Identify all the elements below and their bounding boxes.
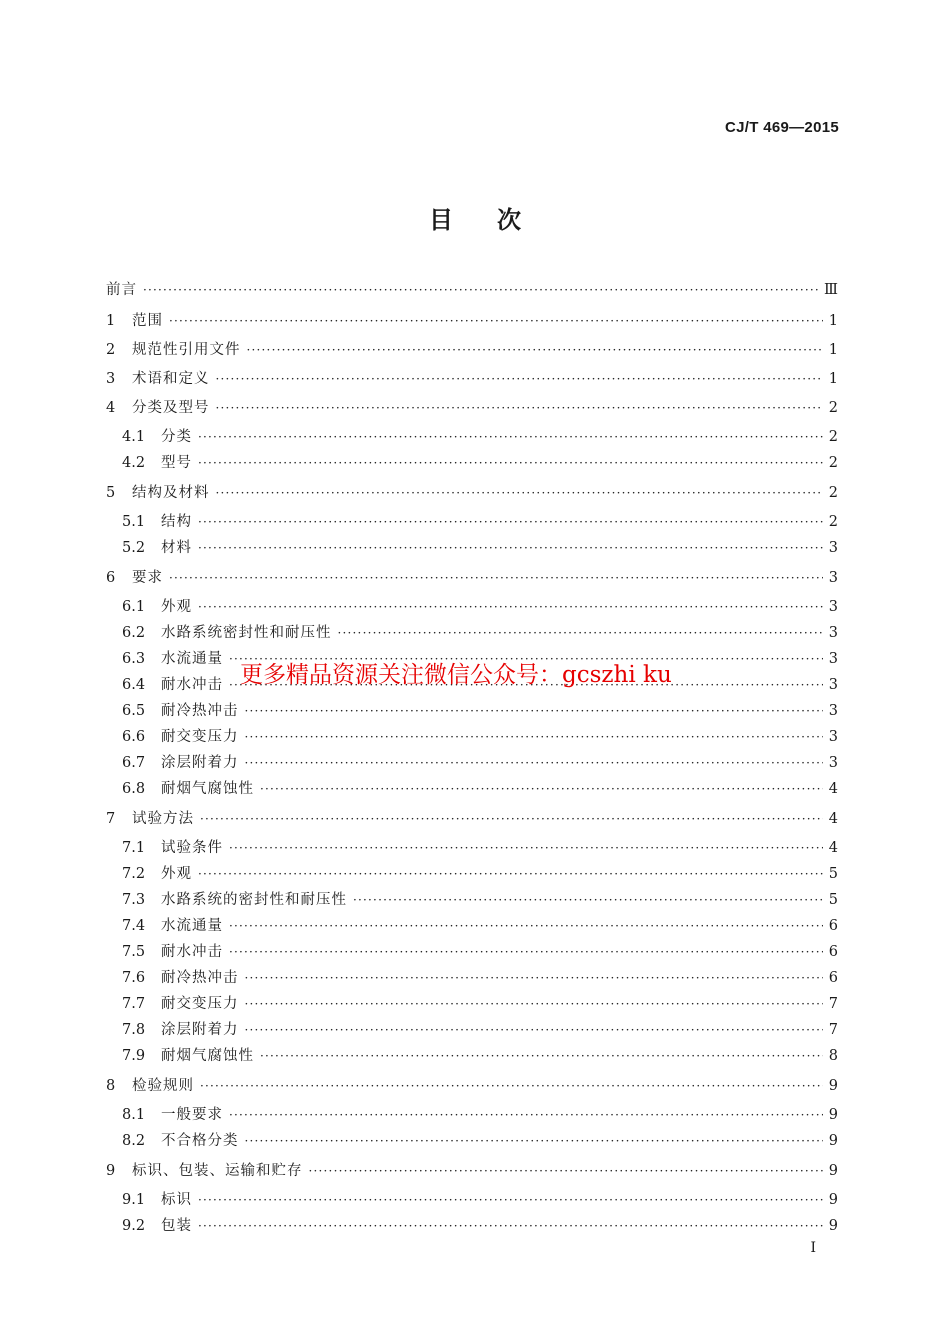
watermark-notice: 更多精品资源关注微信公众号：gcszhi ku [240, 662, 672, 688]
toc-leader-dots [245, 701, 823, 721]
toc-entry[interactable] [122, 890, 838, 910]
toc-entry-page: 9 [828, 1078, 838, 1094]
toc-leader-dots [198, 597, 823, 617]
toc-leader-dots [245, 968, 823, 988]
toc-entry-page: 9 [828, 1192, 838, 1208]
toc-entry-page: 3 [828, 703, 838, 719]
toc-entry[interactable] [122, 1046, 838, 1066]
toc-entry[interactable] [122, 916, 838, 936]
toc-entry[interactable] [106, 809, 838, 829]
toc-entry-label: 水路系统的密封性和耐压性 [161, 892, 347, 908]
toc-entry-page: 3 [828, 755, 838, 771]
toc-entry-label: 试验条件 [161, 840, 223, 856]
toc-entry-page: 9 [828, 1163, 838, 1179]
toc-entry-page: 5 [828, 866, 838, 882]
toc-entry-page: 5 [828, 892, 838, 908]
toc-leader-dots [216, 483, 823, 503]
toc-leader-dots [200, 1076, 823, 1096]
toc-entry-page: 2 [828, 400, 838, 416]
toc-entry[interactable] [122, 701, 838, 721]
toc-leader-dots [169, 311, 823, 331]
toc-entry-page: 4 [828, 840, 838, 856]
toc-entry[interactable] [106, 1076, 838, 1096]
toc-entry[interactable] [122, 968, 838, 988]
toc-leader-dots [229, 1105, 823, 1125]
toc-entry-label: 耐烟气腐蚀性 [161, 781, 254, 797]
toc-entry-page: 3 [828, 540, 838, 556]
toc-entry-label: 耐烟气腐蚀性 [161, 1048, 254, 1064]
toc-entry[interactable] [122, 1105, 838, 1125]
toc-entry[interactable] [122, 1216, 838, 1236]
toc-entry-label: 耐交变压力 [161, 996, 239, 1012]
toc-entry-number: 8 [106, 1078, 116, 1094]
toc-entry-number: 7.4 [122, 918, 146, 934]
toc-entry-number: 5 [106, 485, 116, 501]
toc-entry-number: 7.7 [122, 996, 146, 1012]
toc-leader-dots [260, 779, 823, 799]
toc-title-char: 目 [429, 205, 453, 234]
toc-entry-number: 7.2 [122, 866, 146, 882]
toc-entry-page: 9 [828, 1218, 838, 1234]
toc-leader-dots [198, 427, 823, 447]
toc-entry-label: 外观 [161, 866, 192, 882]
toc-entry-number: 6.3 [122, 651, 146, 667]
toc-leader-dots [245, 1020, 823, 1040]
toc-entry-label: 规范性引用文件 [132, 342, 241, 358]
page-number: I [810, 1240, 816, 1256]
toc-entry-number: 6.7 [122, 755, 146, 771]
toc-entry-page: 2 [828, 485, 838, 501]
toc-entry[interactable] [122, 1131, 838, 1151]
toc-entry-page: 3 [828, 729, 838, 745]
toc-entry-label: 一般要求 [161, 1107, 223, 1123]
toc-entry[interactable] [122, 838, 838, 858]
toc-entry-label: 包装 [161, 1218, 192, 1234]
toc-entry-label: 材料 [161, 540, 192, 556]
toc-entry-number: 7.3 [122, 892, 146, 908]
toc-entry-page: 7 [828, 996, 838, 1012]
toc-leader-dots [143, 280, 818, 300]
toc-entry-number: 7.6 [122, 970, 146, 986]
toc-entry-label: 前言 [106, 282, 137, 298]
toc-entry-label: 耐冷热冲击 [161, 970, 239, 986]
toc-entry-number: 2 [106, 342, 116, 358]
toc-leader-dots [260, 1046, 823, 1066]
toc-leader-dots [216, 369, 823, 389]
toc-entry-label: 试验方法 [132, 811, 194, 827]
toc-entry[interactable] [106, 1161, 838, 1181]
toc-entry-label: 标识、包装、运输和贮存 [132, 1163, 303, 1179]
toc-entry[interactable] [122, 753, 838, 773]
toc-entry-label: 水流通量 [161, 918, 223, 934]
toc-entry-label: 涂层附着力 [161, 755, 239, 771]
toc-entry-number: 7 [106, 811, 116, 827]
toc-entry[interactable] [122, 538, 838, 558]
toc-leader-dots [198, 453, 823, 473]
toc-entry-page: 1 [828, 371, 838, 387]
toc-leader-dots [245, 994, 823, 1014]
toc-leader-dots [198, 864, 823, 884]
toc-leader-dots [245, 727, 823, 747]
toc-entry-label: 结构 [161, 514, 192, 530]
toc-entry[interactable] [106, 568, 838, 588]
toc-entry-page: 2 [828, 429, 838, 445]
toc-leader-dots [245, 1131, 823, 1151]
toc-entry-number: 9.1 [122, 1192, 146, 1208]
toc-entry-label: 水流通量 [161, 651, 223, 667]
toc-entry[interactable] [122, 779, 838, 799]
toc-entry[interactable] [122, 942, 838, 962]
toc-entry-label: 耐水冲击 [161, 944, 223, 960]
toc-entry-number: 7.9 [122, 1048, 146, 1064]
toc-entry-number: 9 [106, 1163, 116, 1179]
toc-leader-dots [200, 809, 823, 829]
toc-entry-page: 6 [828, 970, 838, 986]
toc-entry[interactable] [106, 340, 838, 360]
toc-entry-page: 1 [828, 342, 838, 358]
toc-entry-number: 5.2 [122, 540, 146, 556]
toc-entry-page: 4 [828, 781, 838, 797]
toc-entry-page: 6 [828, 944, 838, 960]
toc-entry-number: 4.2 [122, 455, 146, 471]
toc-entry[interactable] [122, 727, 838, 747]
toc-entry-page: 3 [828, 677, 838, 693]
toc-entry-number: 1 [106, 313, 116, 329]
toc-leader-dots [198, 538, 823, 558]
standard-code: CJ/T 469—2015 [725, 119, 839, 136]
toc-leader-dots [198, 512, 823, 532]
toc-entry-number: 4 [106, 400, 116, 416]
toc-entry-page: 3 [828, 599, 838, 615]
toc-entry-page: 3 [828, 570, 838, 586]
toc-entry-page: 9 [828, 1133, 838, 1149]
toc-leader-dots [309, 1161, 823, 1181]
toc-entry-label: 检验规则 [132, 1078, 194, 1094]
toc-entry[interactable] [122, 597, 838, 617]
toc-entry-page: 2 [828, 514, 838, 530]
toc-leader-dots [245, 753, 823, 773]
toc-entry[interactable] [122, 994, 838, 1014]
toc-entry-number: 6.4 [122, 677, 146, 693]
toc-entry-number: 8.2 [122, 1133, 146, 1149]
toc-entry-label: 耐水冲击 [161, 677, 223, 693]
toc-entry[interactable] [106, 280, 838, 300]
toc-entry-label: 术语和定义 [132, 371, 210, 387]
toc-entry-page: Ⅲ [824, 282, 838, 298]
toc-entry-page: 8 [828, 1048, 838, 1064]
toc-entry-number: 8.1 [122, 1107, 146, 1123]
toc-entry-page: 6 [828, 918, 838, 934]
toc-entry[interactable] [122, 1190, 838, 1210]
toc-entry-number: 3 [106, 371, 116, 387]
toc-title-char: 次 [497, 205, 521, 234]
toc-entry[interactable] [122, 623, 838, 643]
toc-entry-number: 7.8 [122, 1022, 146, 1038]
toc-entry[interactable] [106, 398, 838, 418]
toc-entry-number: 9.2 [122, 1218, 146, 1234]
toc-leader-dots [353, 890, 823, 910]
toc-entry-page: 3 [828, 625, 838, 641]
toc-entry-number: 6.2 [122, 625, 146, 641]
toc-entry-label: 不合格分类 [161, 1133, 239, 1149]
toc-entry-page: 1 [828, 313, 838, 329]
toc-entry-label: 分类 [161, 429, 192, 445]
toc-leader-dots [198, 1190, 823, 1210]
toc-leader-dots [216, 398, 823, 418]
toc-entry-label: 涂层附着力 [161, 1022, 239, 1038]
toc-entry-number: 6.6 [122, 729, 146, 745]
toc-entry-label: 耐交变压力 [161, 729, 239, 745]
toc-entry-number: 6 [106, 570, 116, 586]
toc-leader-dots [338, 623, 823, 643]
toc-entry-number: 7.1 [122, 840, 146, 856]
toc-entry-label: 水路系统密封性和耐压性 [161, 625, 332, 641]
toc-leader-dots [229, 942, 823, 962]
toc-entry-number: 6.1 [122, 599, 146, 615]
toc-entry-page: 2 [828, 455, 838, 471]
toc-title [0, 200, 950, 235]
toc-entry-number: 4.1 [122, 429, 146, 445]
toc-entry-page: 9 [828, 1107, 838, 1123]
toc-entry-label: 范围 [132, 313, 163, 329]
toc-entry-label: 型号 [161, 455, 192, 471]
toc-entry-page: 4 [828, 811, 838, 827]
toc-leader-dots [247, 340, 823, 360]
toc-entry-page: 7 [828, 1022, 838, 1038]
toc-entry[interactable] [122, 427, 838, 447]
toc-leader-dots [169, 568, 823, 588]
toc-leader-dots [229, 916, 823, 936]
toc-leader-dots [198, 1216, 823, 1236]
toc-entry-label: 要求 [132, 570, 163, 586]
toc-leader-dots [229, 838, 823, 858]
toc-entry[interactable] [122, 453, 838, 473]
toc-entry[interactable] [106, 483, 838, 503]
toc-entry[interactable] [122, 864, 838, 884]
toc-entry-number: 7.5 [122, 944, 146, 960]
toc-entry-label: 标识 [161, 1192, 192, 1208]
toc-entry-page: 3 [828, 651, 838, 667]
toc-entry-label: 耐冷热冲击 [161, 703, 239, 719]
toc-entry-number: 6.8 [122, 781, 146, 797]
toc-entry-label: 分类及型号 [132, 400, 210, 416]
toc-entry-number: 5.1 [122, 514, 146, 530]
toc-entry[interactable] [122, 512, 838, 532]
toc-entry-label: 外观 [161, 599, 192, 615]
toc-entry-number: 6.5 [122, 703, 146, 719]
toc-entry[interactable] [106, 311, 838, 331]
toc-entry[interactable] [122, 1020, 838, 1040]
toc-entry[interactable] [106, 369, 838, 389]
toc-entry-label: 结构及材料 [132, 485, 210, 501]
